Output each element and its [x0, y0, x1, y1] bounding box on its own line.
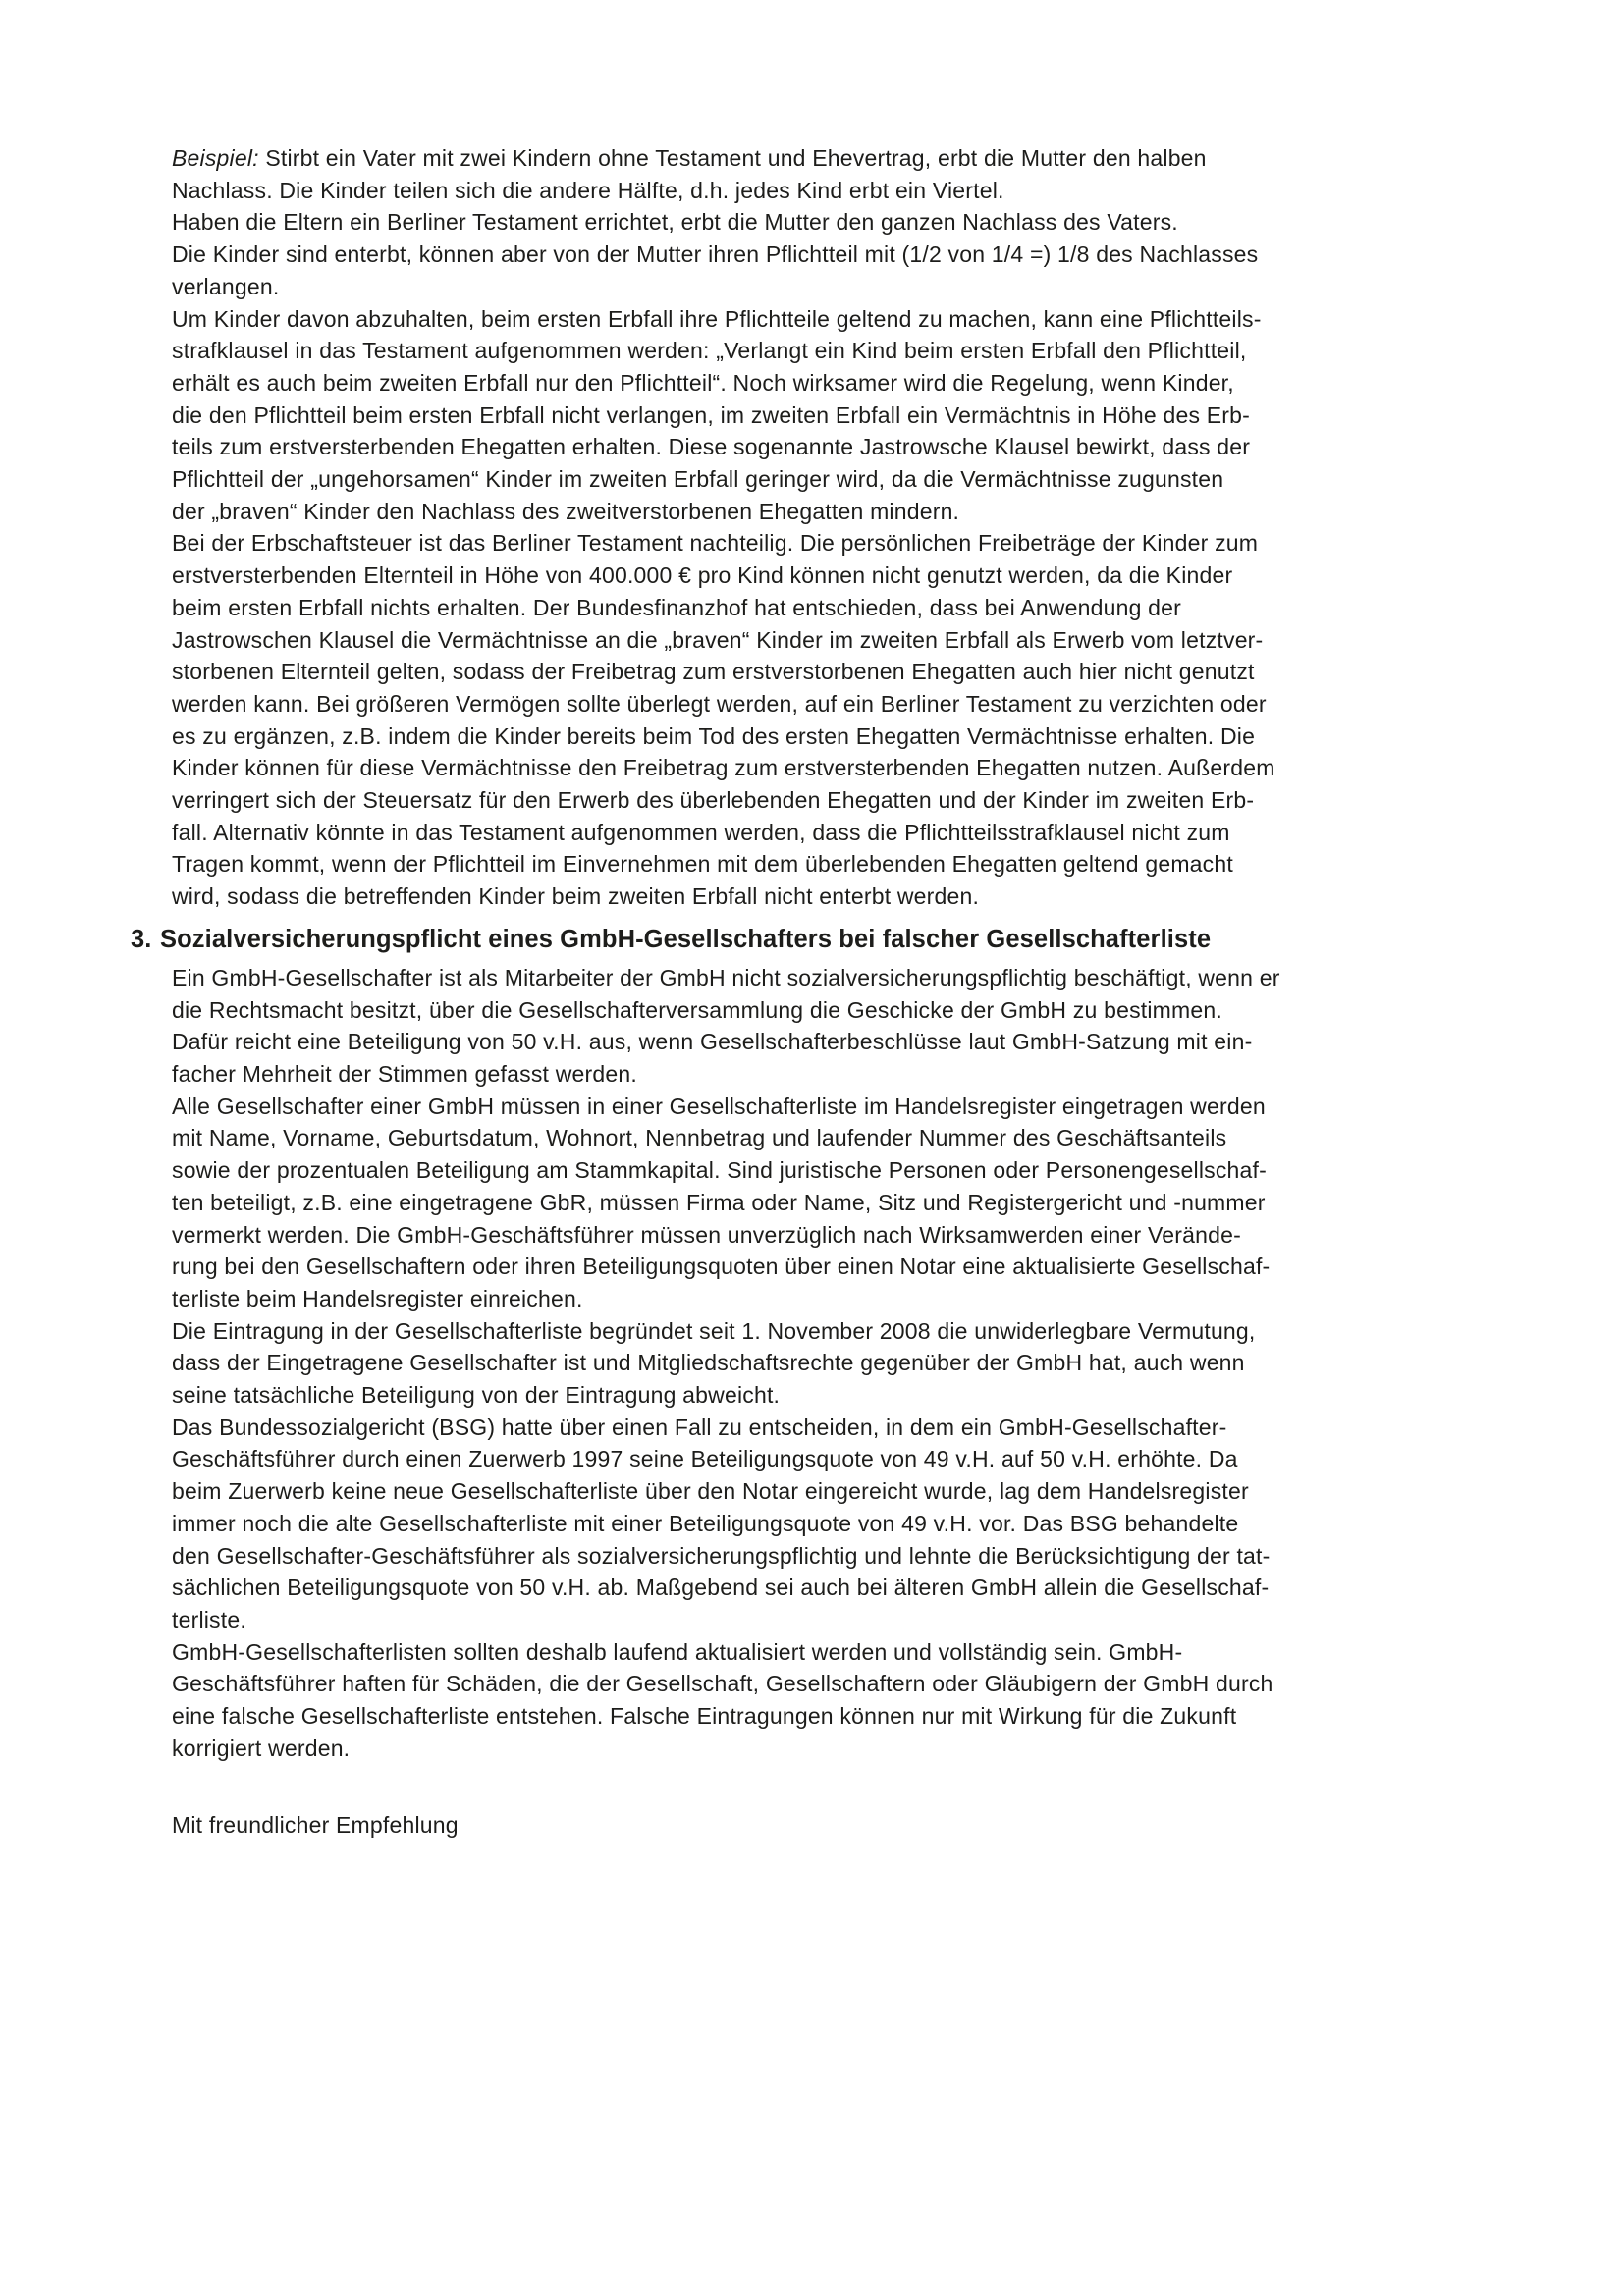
- text-line: Jastrowschen Klausel die Vermächtnisse an die „braven“ Kinder im zweiten Erbfall als Erwerb vom letztver-: [172, 626, 1264, 653]
- text-line: terliste beim Handelsregister einreichen.: [172, 1285, 583, 1311]
- text-line: Bei der Erbschaftsteuer ist das Berliner Testament nachteilig. Die persönlichen Freibeträge der Kinder zum: [172, 530, 1259, 557]
- text-line: korrigiert werden.: [172, 1735, 351, 1761]
- text-line: dass der Eingetragene Gesellschafter ist und Mitgliedschaftsrechte gegenüber der GmbH hat, auch wenn: [172, 1350, 1245, 1376]
- section-3-heading: [131, 923, 1497, 956]
- section-number: 3.: [131, 925, 152, 953]
- text-line: sowie der prozentualen Beteiligung am Stammkapital. Sind juristische Personen oder Personengesellschaf-: [172, 1157, 1267, 1184]
- text-line: Pflichtteil der „ungehorsamen“ Kinder im zweiten Erbfall geringer wird, da die Vermächtnisse zugunsten: [172, 466, 1224, 493]
- text-line: storbenen Elternteil gelten, sodass der Freibetrag zum erstverstorbenen Ehegatten auch hier nicht genutzt: [172, 659, 1255, 685]
- text-line: vermerkt werden. Die GmbH-Geschäftsführer müssen unverzüglich nach Wirksamwerden einer Verände-: [172, 1221, 1241, 1248]
- text-line: erhält es auch beim zweiten Erbfall nur den Pflichtteil“. Noch wirksamer wird die Regelung, wenn Kinder,: [172, 369, 1234, 396]
- closing-salutation: Mit freundlicher Empfehlung: [172, 1812, 459, 1839]
- text-line: erstversterbenden Elternteil in Höhe von 400.000 € pro Kind können nicht genutzt werden, da die Kinder: [172, 562, 1233, 589]
- text-line: sächlichen Beteiligungsquote von 50 v.H. ab. Maßgebend sei auch bei älteren GmbH allein die Gesellschaf-: [172, 1575, 1270, 1601]
- text-line: Das Bundessozialgericht (BSG) hatte über einen Fall zu entscheiden, in dem ein GmbH-Gesellschafter-: [172, 1414, 1227, 1440]
- intro-lead-italic-label: Beispiel:: [172, 145, 259, 171]
- text-line: Tragen kommt, wenn der Pflichtteil im Einvernehmen mit dem überlebenden Ehegatten geltend gemacht: [172, 851, 1233, 878]
- text-line: wird, sodass die betreffenden Kinder beim zweiten Erbfall nicht enterbt werden.: [172, 883, 980, 910]
- text-line: seine tatsächliche Beteiligung von der Eintragung abweicht.: [172, 1382, 781, 1409]
- text-line: Nachlass. Die Kinder teilen sich die andere Hälfte, d.h. jedes Kind erbt ein Viertel.: [172, 177, 1004, 203]
- text-line: beim ersten Erbfall nichts erhalten. Der Bundesfinanzhof hat entschieden, dass bei Anwendung der: [172, 594, 1181, 620]
- text-line: den Gesellschafter-Geschäftsführer als sozialversicherungspflichtig und lehnte die Berücksichtigung der tat-: [172, 1542, 1271, 1569]
- text-line: Haben die Eltern ein Berliner Testament errichtet, erbt die Mutter den ganzen Nachlass des Vaters.: [172, 209, 1178, 236]
- text-line: GmbH-Gesellschafterlisten sollten deshalb laufend aktualisiert werden und vollständig sein. GmbH-: [172, 1638, 1183, 1665]
- text-line: die den Pflichtteil beim ersten Erbfall nicht verlangen, im zweiten Erbfall ein Vermächtnis in Höhe des Erb-: [172, 401, 1251, 428]
- text-line: Um Kinder davon abzuhalten, beim ersten Erbfall ihre Pflichtteile geltend zu machen, kann eine Pflichtteils-: [172, 305, 1262, 332]
- text-line: Die Kinder sind enterbt, können aber von der Mutter ihren Pflichtteil mit (1/2 von 1/4 =) 1/8 des Nachlasses: [172, 241, 1259, 268]
- text-line: rung bei den Gesellschaftern oder ihren Beteiligungsquoten über einen Notar eine aktualisierte Gesellschaf-: [172, 1254, 1271, 1280]
- text-line: beim Zuerwerb keine neue Gesellschafterliste über den Notar eingereicht wurde, lag dem Handelsregister: [172, 1478, 1249, 1505]
- text-line: verlangen.: [172, 273, 280, 299]
- text-line: fall. Alternativ könnte in das Testament aufgenommen werden, dass die Pflichtteilsstrafklausel nicht zum: [172, 819, 1230, 845]
- text-line: Die Eintragung in der Gesellschafterliste begründet seit 1. November 2008 die unwiderlegbare Vermutung,: [172, 1317, 1256, 1344]
- text-line: eine falsche Gesellschafterliste entstehen. Falsche Eintragungen können nur mit Wirkung für die Zukunft: [172, 1703, 1237, 1730]
- text-line: ten beteiligt, z.B. eine eingetragene GbR, müssen Firma oder Name, Sitz und Registergericht und -nummer: [172, 1189, 1266, 1215]
- document-page-content: [131, 142, 1497, 1842]
- text-line: die Rechtsmacht besitzt, über die Gesellschafterversammlung die Geschicke der GmbH zu bestimmen.: [172, 996, 1222, 1023]
- text-line: Ein GmbH-Gesellschafter ist als Mitarbeiter der GmbH nicht sozialversicherungspflichtig beschäftigt, wenn er: [172, 964, 1280, 990]
- text-line: werden kann. Bei größeren Vermögen sollte überlegt werden, auf ein Berliner Testament zu verzichten oder: [172, 690, 1267, 717]
- text-line: teils zum erstversterbenden Ehegatten erhalten. Diese sogenannte Jastrowsche Klausel bewirkt, dass der: [172, 434, 1251, 460]
- intro-lead-line: [172, 142, 1497, 175]
- text-line: terliste.: [172, 1606, 246, 1632]
- intro-lead-rest-text: Stirbt ein Vater mit zwei Kindern ohne Testament und Ehevertrag, erbt die Mutter den halben: [258, 145, 1207, 171]
- text-line: immer noch die alte Gesellschafterliste mit einer Beteiligungsquote von 49 v.H. vor. Das BSG behandelte: [172, 1510, 1239, 1536]
- text-line: verringert sich der Steuersatz für den Erwerb des überlebenden Ehegatten und der Kinder im zweiten Erb-: [172, 787, 1255, 814]
- text-line: es zu ergänzen, z.B. indem die Kinder bereits beim Tod des ersten Ehegatten Vermächtnisse erhalten. Die: [172, 722, 1256, 749]
- section-title: Sozialversicherungspflicht eines GmbH-Gesellschafters bei falscher Gesellschafterliste: [160, 925, 1212, 953]
- text-line: facher Mehrheit der Stimmen gefasst werden.: [172, 1060, 637, 1087]
- text-line: Alle Gesellschafter einer GmbH müssen in einer Gesellschafterliste im Handelsregister eingetragen werden: [172, 1093, 1266, 1119]
- intro-lines: [172, 175, 1497, 913]
- text-line: Kinder können für diese Vermächtnisse den Freibetrag zum erstversterbenden Ehegatten nutzen. Außerdem: [172, 755, 1275, 781]
- text-line: der „braven“ Kinder den Nachlass des zweitverstorbenen Ehegatten mindern.: [172, 498, 960, 524]
- text-line: Dafür reicht eine Beteiligung von 50 v.H. aus, wenn Gesellschafterbeschlüsse laut GmbH-Satzung mit ein-: [172, 1029, 1253, 1055]
- text-line: Geschäftsführer durch einen Zuerwerb 1997 seine Beteiligungsquote von 49 v.H. auf 50 v.H. erhöhte. Da: [172, 1446, 1238, 1472]
- text-line: strafklausel in das Testament aufgenommen werden: „Verlangt ein Kind beim ersten Erbfall den Pflichtteil,: [172, 338, 1247, 364]
- section-3-body: [172, 962, 1497, 1765]
- intro-paragraphs: [172, 142, 1497, 913]
- text-line: mit Name, Vorname, Geburtsdatum, Wohnort, Nennbetrag und laufender Nummer des Geschäftsanteils: [172, 1125, 1227, 1151]
- text-line: Geschäftsführer haften für Schäden, die der Gesellschaft, Gesellschaftern oder Gläubigern der GmbH durch: [172, 1671, 1273, 1697]
